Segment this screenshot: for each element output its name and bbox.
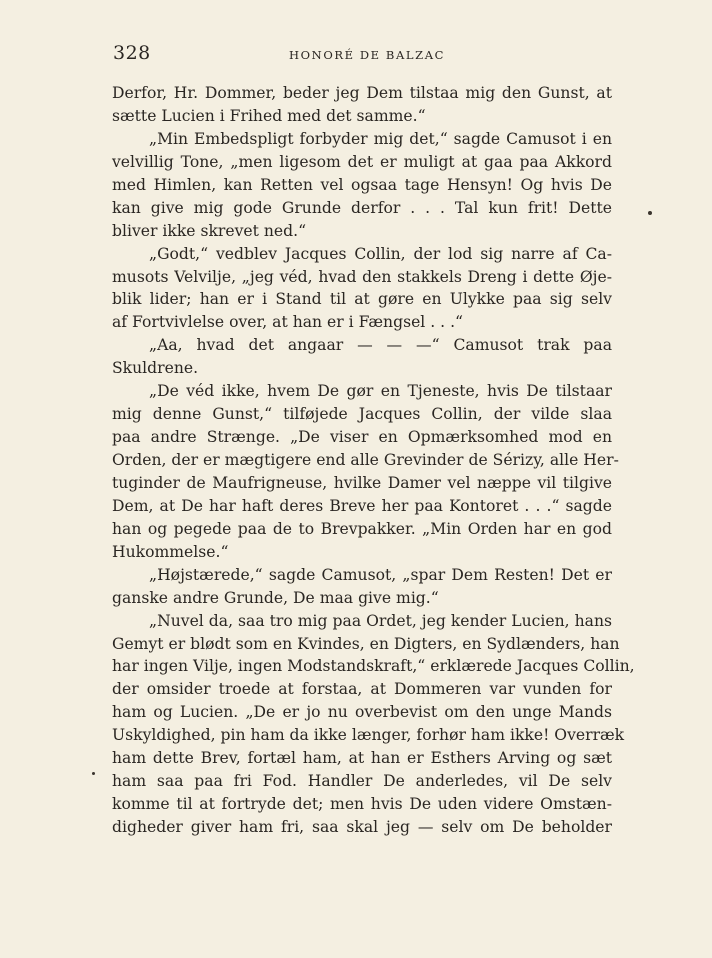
text-line: „Nuvel da, saa tro mig paa Ordet, jeg kender Lucien, hans — [149, 611, 612, 630]
text-line: „Godt,“ vedblev Jacques Collin, der lod sig narre af Ca- — [149, 244, 612, 263]
text-line: Uskyldighed, pin ham da ikke længer, forhør ham ikke! Overræk — [112, 726, 625, 745]
text-line: blik lider; han er i Stand til at gøre en Ulykke paa sig selv — [112, 290, 612, 309]
text-line: kan give mig gode Grunde derfor . . . Tal kun frit! Dette — [112, 198, 612, 217]
text-line: af Fortvivlelse over, at han er i Fængsel . . .“ — [112, 313, 463, 332]
text-line: Derfor, Hr. Dommer, beder jeg Dem tilstaa mig den Gunst, at — [112, 84, 612, 102]
text-line: ham saa paa fri Fod. Handler De anderledes, vil De selv — [112, 772, 612, 791]
page-number: 328 — [113, 42, 151, 64]
text-line: ham og Lucien. „De er jo nu overbevist om den unge Mands — [112, 703, 612, 722]
text-line: velvillig Tone, „men ligesom det er muligt at gaa paa Akkord — [112, 152, 612, 171]
body-text — [112, 82, 635, 839]
text-line: ganske andre Grunde, De maa give mig.“ — [112, 588, 439, 607]
text-line: sætte Lucien i Frihed med det samme.“ — [112, 106, 426, 125]
text-line: Orden, der er mægtigere end alle Grevinder de Sérizy, alle Her- — [112, 451, 619, 469]
text-line: digheder giver ham fri, saa skal jeg — selv om De beholder — [112, 818, 612, 836]
text-line: har ingen Vilje, ingen Modstandskraft,“ erklærede Jacques Collin, — [112, 657, 635, 676]
text-line: med Himlen, kan Retten vel ogsaa tage Hensyn! Og hvis De — [112, 175, 612, 194]
text-line: „De véd ikke, hvem De gør en Tjeneste, hvis De tilstaar — [149, 382, 612, 401]
running-head: HONORÉ DE BALZAC — [289, 48, 446, 62]
text-line: ham dette Brev, fortæl ham, at han er Esthers Arving og sæt — [112, 749, 612, 768]
text-line: musots Velvilje, „jeg véd, hvad den stakkels Dreng i dette Øje- — [112, 267, 612, 286]
text-line: „Aa, hvad det angaar — — —“ Camusot trak paa — [149, 336, 612, 355]
ink-speck — [648, 211, 652, 215]
text-line: paa andre Strænge. „De viser en Opmærksomhed mod en — [112, 428, 612, 447]
text-line: komme til at fortryde det; men hvis De uden videre Omstæn- — [112, 795, 612, 814]
text-line: han og pegede paa de to Brevpakker. „Min Orden har en god — [112, 519, 612, 538]
text-line: „Højstærede,“ sagde Camusot, „spar Dem Resten! Det er — [149, 565, 612, 584]
text-line: bliver ikke skrevet ned.“ — [112, 221, 307, 240]
text-line: tuginder de Maufrigneuse, hvilke Damer vel næppe vil tilgive — [112, 473, 612, 492]
text-line: der omsider troede at forstaa, at Dommeren var vunden for — [112, 680, 612, 699]
text-line: Gemyt er blødt som en Kvindes, en Digters, en Sydlænders, han — [112, 634, 620, 653]
ink-speck — [92, 772, 95, 775]
text-line: mig denne Gunst,“ tilføjede Jacques Collin, der vilde slaa — [112, 405, 612, 424]
text-line: Skuldrene. — [112, 359, 199, 378]
text-line: Dem, at De har haft deres Breve her paa Kontoret . . .“ sagde — [112, 496, 612, 515]
text-line: Hukommelse.“ — [112, 542, 229, 561]
text-line: „Min Embedspligt forbyder mig det,“ sagde Camusot i en — [149, 129, 612, 148]
